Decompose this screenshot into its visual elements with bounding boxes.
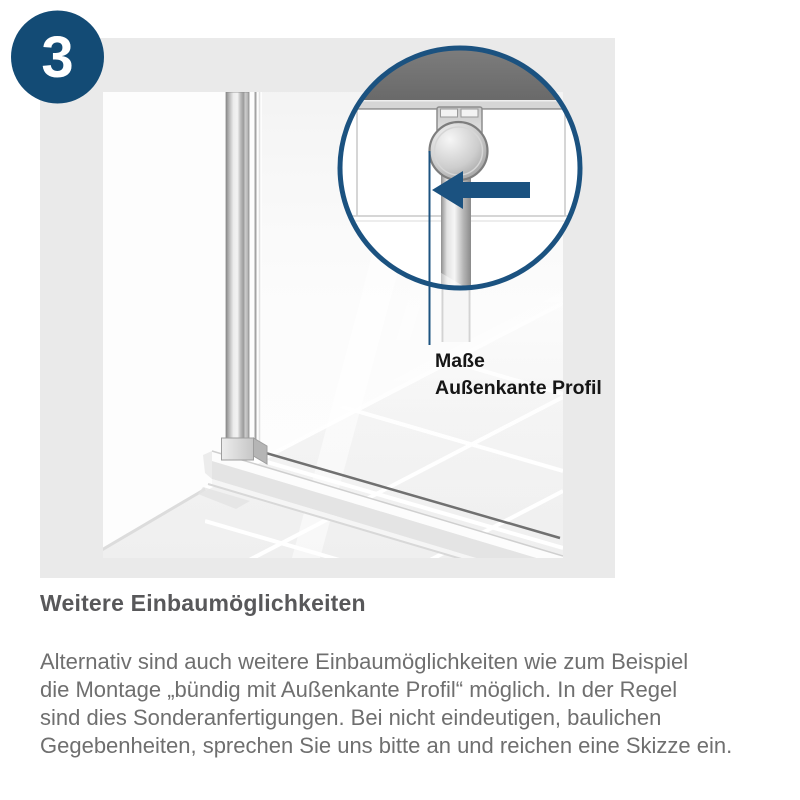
step-number: 3: [41, 25, 74, 90]
step-badge: [11, 11, 104, 104]
section-heading: Weitere Einbaumöglichkeiten: [40, 590, 366, 616]
measure-label-line2: Außenkante Profil: [435, 377, 602, 399]
paragraph-line: Gegebenheiten, sprechen Sie uns bitte an und reichen eine Skizze ein.: [40, 733, 733, 758]
description-paragraph: [40, 648, 798, 760]
measure-label-line1: Maße: [435, 350, 485, 372]
profile-trace: [443, 286, 470, 342]
detail-profile-knob: [430, 122, 488, 180]
paragraph-line: die Montage „bündig mit Außenkante Profil“ möglich. In der Regel: [40, 677, 678, 702]
paragraph-line: sind dies Sonderanfertigungen. Bei nicht eindeutigen, baulichen: [40, 705, 662, 730]
paragraph-line: Alternativ sind auch weitere Einbaumöglichkeiten wie zum Beispiel: [40, 649, 689, 674]
